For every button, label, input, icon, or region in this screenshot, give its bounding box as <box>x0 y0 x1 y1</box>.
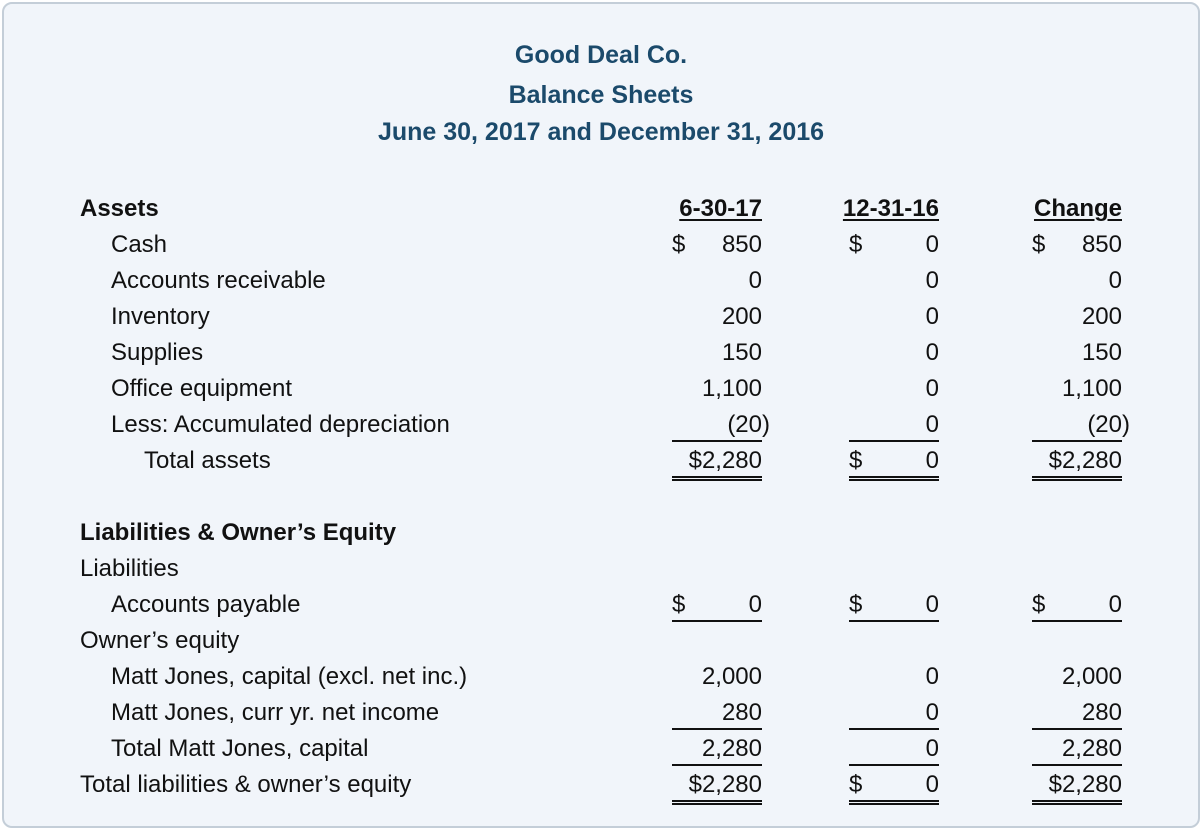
cell-ar-change: 0 <box>1108 267 1122 294</box>
liabilities-equity-heading: Liabilities & Owner’s Equity <box>80 519 397 546</box>
cell-capital-change: 2,000 <box>1061 663 1122 690</box>
cell-ar-6-30-17: 0 <box>748 267 762 294</box>
cell-net-income-change: 280 <box>1032 698 1122 730</box>
statement-title: Balance Sheets <box>508 81 694 109</box>
cell-total-assets-6-30-17: $2,280 <box>672 446 762 481</box>
statement-dates: June 30, 2017 and December 31, 2016 <box>377 118 825 146</box>
cell-total-le-12-31-16: $ 0 <box>849 770 939 805</box>
row-label-supplies: Supplies <box>111 339 204 366</box>
cell-supplies-change: 150 <box>1081 339 1122 366</box>
cell-depreciation-change: (20) <box>1032 410 1122 442</box>
cell-depreciation-12-31-16: 0 <box>849 410 939 442</box>
cell-total-assets-change: $2,280 <box>1032 446 1122 481</box>
cell-total-assets-12-31-16: $ 0 <box>849 446 939 481</box>
cell-cash-change: $ 850 <box>1032 231 1122 258</box>
row-label-net-income: Matt Jones, curr yr. net income <box>111 699 440 726</box>
cell-cash-12-31-16: $ 0 <box>849 231 939 258</box>
company-name: Good Deal Co. <box>514 41 688 69</box>
cell-depreciation-6-30-17: (20) <box>672 410 762 442</box>
row-label-accounts-payable: Accounts payable <box>111 591 301 618</box>
cell-inventory-12-31-16: 0 <box>925 303 939 330</box>
column-header-12-31-16: 12-31-16 <box>842 195 939 222</box>
cell-ap-change: $ 0 <box>1032 590 1122 622</box>
cell-office-equipment-6-30-17: 1,100 <box>701 375 762 402</box>
cell-cash-6-30-17: $ 850 <box>672 231 762 258</box>
cell-total-capital-12-31-16: 0 <box>849 734 939 766</box>
assets-heading: Assets <box>80 195 159 222</box>
row-label-inventory: Inventory <box>111 303 210 330</box>
cell-total-le-6-30-17: $2,280 <box>672 770 762 805</box>
cell-office-equipment-12-31-16: 0 <box>925 375 939 402</box>
cell-supplies-12-31-16: 0 <box>925 339 939 366</box>
cell-supplies-6-30-17: 150 <box>721 339 762 366</box>
row-label-capital: Matt Jones, capital (excl. net inc.) <box>111 663 468 690</box>
cell-net-income-12-31-16: 0 <box>849 698 939 730</box>
row-label-total-assets: Total assets <box>144 447 271 474</box>
cell-total-capital-6-30-17: 2,280 <box>672 734 762 766</box>
row-label-office-equipment: Office equipment <box>111 375 292 402</box>
cell-ar-12-31-16: 0 <box>925 267 939 294</box>
cell-total-le-change: $2,280 <box>1032 770 1122 805</box>
column-header-change: Change <box>1033 195 1122 222</box>
cell-inventory-6-30-17: 200 <box>721 303 762 330</box>
cell-total-capital-change: 2,280 <box>1032 734 1122 766</box>
cell-capital-12-31-16: 0 <box>925 663 939 690</box>
row-label-total-capital: Total Matt Jones, capital <box>111 735 369 762</box>
cell-ap-12-31-16: $ 0 <box>849 590 939 622</box>
row-label-accounts-receivable: Accounts receivable <box>111 267 326 294</box>
balance-sheet-panel <box>2 2 1200 828</box>
cell-office-equipment-change: 1,100 <box>1061 375 1122 402</box>
owners-equity-label: Owner’s equity <box>80 627 240 654</box>
row-label-total-liabilities-equity: Total liabilities & owner’s equity <box>80 771 412 798</box>
cell-ap-6-30-17: $ 0 <box>672 590 762 622</box>
cell-capital-6-30-17: 2,000 <box>701 663 762 690</box>
column-header-6-30-17: 6-30-17 <box>679 195 762 222</box>
liabilities-label: Liabilities <box>80 555 179 582</box>
row-label-cash: Cash <box>111 231 168 258</box>
row-label-accumulated-depreciation: Less: Accumulated depreciation <box>111 411 450 438</box>
cell-net-income-6-30-17: 280 <box>672 698 762 730</box>
cell-inventory-change: 200 <box>1081 303 1122 330</box>
